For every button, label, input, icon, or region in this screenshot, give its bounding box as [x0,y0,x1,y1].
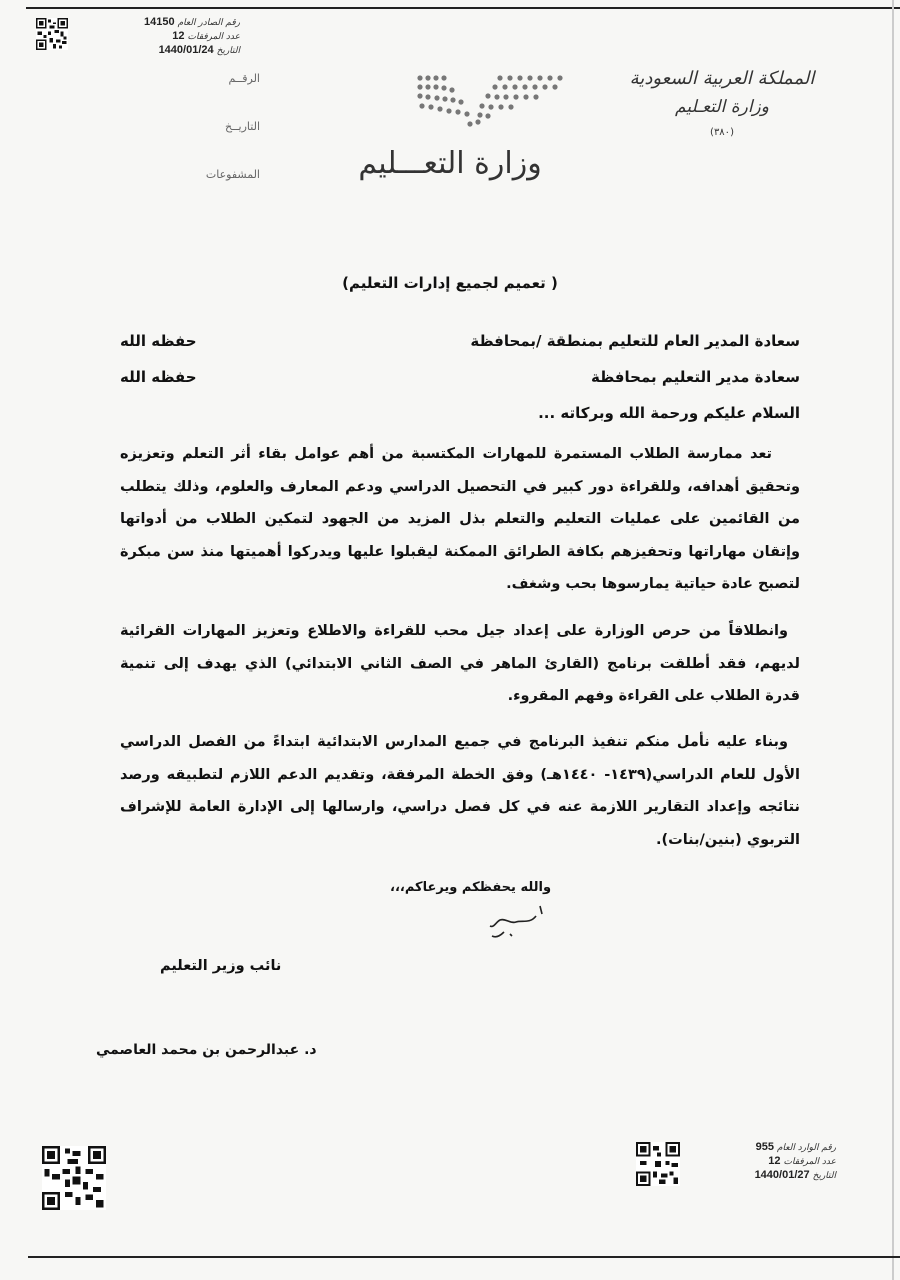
page-top-edge [26,7,900,9]
signer-title: نائب وزير التعليم [160,958,282,974]
outgoing-number-label: رقم الصادر العام [177,18,240,28]
body-paragraph: تعد ممارسة الطلاب المستمرة للمهارات المكتسبة من أهم عوامل بقاء أثر التعلم وتعزيزه وتحقيق أهدافه، وللقراءة دور كبير في التحصيل الدراسي ودعم المعارف والعلوم، وذلك يتطلب من القائمين على عمليات التعليم والتعلم بذل المزيد من الجهود لتمكين الطلاب من أدواتها وإتقان مهاراتها وتحفيزهم بكافة الطرائق الممكنة ليقبلوا عليها ويدركوا أهميتها منذ سن مبكرة لتصبح عادة حياتية يمارسوها بحب وشغف. [120,446,800,592]
incoming-registration-stamp [686,1141,836,1183]
addressee-line [120,368,800,386]
incoming-attachments-label: عدد المرفقات [783,1157,836,1167]
body-paragraph: وبناء عليه نأمل منكم تنفيذ البرنامج في جميع المدارس الابتدائية ابتداءً من الفصل الدراسي الأول للعام الدراسي(١٤٣٩- ١٤٤٠هـ) وفق الخطة المرفقة، وتقديم الدعم اللازم لتطبيقه ورصد نتائجه وإعداد التقارير اللازمة عنه في كل فصل دراسي، وارسالها إلى الإدارة العامة للإشراف التربوي (بنين/بنات). [120,734,801,848]
outgoing-date: 1440/01/24 [158,44,214,56]
outgoing-attachments-label: عدد المرفقات [187,32,240,42]
date-field-label: التاريــخ [225,120,260,133]
number-field-label: الرقــم [228,72,260,85]
addressee-to: سعادة مدير التعليم بمحافظة [590,368,800,386]
reference-code: (٣٨٠) [710,127,734,138]
header-fields [170,72,260,216]
signer-name: د. عبدالرحمن بن محمد العاصمي [96,1042,317,1058]
incoming-number-label: رقم الوارد العام [776,1143,836,1153]
ministry-logo [320,66,580,191]
outgoing-number: 14150 [144,16,175,28]
page-right-edge [892,0,894,1280]
closing-line: والله يحفظكم ويرعاكم،،، [390,880,552,895]
addressee-line [120,332,800,350]
handwritten-signature [470,902,550,942]
circular-title: ( تعميم لجميع إدارات التعليم) [342,274,558,292]
incoming-number: 955 [755,1141,774,1153]
ministry-header [622,68,822,138]
qr-code-icon [636,1142,680,1186]
incoming-date-label: التاريخ [812,1171,836,1181]
body-paragraph: وانطلاقاً من حرص الوزارة على إعداد جيل محب للقراءة والاطلاع وتعزيز المهارات القرائية لديهم، فقد أطلقت برنامج (القارئ الماهر في الصف الثاني الابتدائي) الذي يهدف إلى تنمية قدرة الطلاب على القراءة وفهم المقروء. [120,623,800,704]
incoming-date: 1440/01/27 [754,1169,810,1181]
addressee-to: سعادة المدير العام للتعليم بمنطقة /بمحافظة [470,332,800,350]
outgoing-attachments: 12 [172,30,185,42]
outgoing-date-label: التاريخ [216,46,240,56]
subject-field-label: المشفوعات [205,168,260,181]
outgoing-registration-stamp [70,16,240,58]
ministry-name: وزارة التعـليم [675,97,769,117]
addressee-honorific: حفظه الله [120,332,197,350]
greeting: السلام عليكم ورحمة الله وبركاته ... [538,404,800,422]
qr-code-icon [36,18,68,50]
qr-code-icon [42,1146,106,1210]
page-bottom-edge [28,1256,900,1258]
logo-wordmark: وزارة التعـــليم [358,146,542,181]
ministry-logo-dots-icon [320,66,580,146]
kingdom-name: المملكة العربية السعودية [629,68,815,89]
incoming-attachments: 12 [768,1155,781,1167]
addressee-honorific: حفظه الله [120,368,197,386]
